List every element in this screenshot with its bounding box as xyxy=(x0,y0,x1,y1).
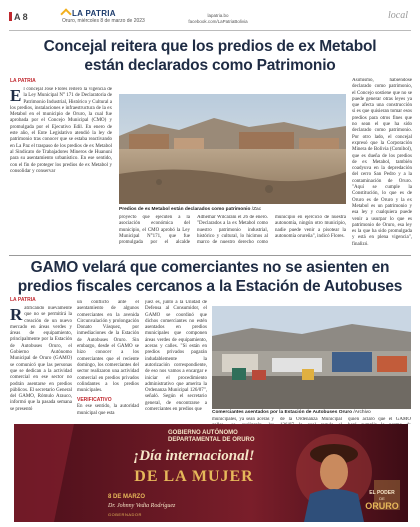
article2-dropcap: R xyxy=(10,306,23,324)
article1-dropcap: E xyxy=(10,87,22,105)
article2-col4c: quien aclaró que el GAMO xyxy=(348,417,411,422)
article2-col4-spacer xyxy=(212,300,411,306)
article2-caption-credit: /Archivo xyxy=(353,410,371,415)
article1-headline xyxy=(10,37,410,75)
article2-col4b: de la Ordenanza Municipal xyxy=(280,417,342,422)
section-name: local xyxy=(388,10,408,21)
ad-logo xyxy=(358,490,406,511)
article2-col1 xyxy=(10,306,72,418)
article2-col3: juez es, junto a la Unidad de Defensa al Consumidor, el GAMO se coordinó que dichos comerciantes no estén asentados en predios municipales que componen áreas verdes de equipamiento, aceras y calles. "Si están en predios privados pagarán indudablemente la autorización correspondiente, de eso nos vamos a encargar e iniciar el procedimiento administrativo que amerita la Ordenanza Municipal 126/07", señaló. Según el secretario general, de encontrarse a comerciantes en predios que xyxy=(145,300,207,413)
ad-signature: Dr. Johnny Vedia Rodríguez xyxy=(108,503,176,509)
header-links xyxy=(188,13,248,25)
article2-col2b-text: En ese sentido, la autoridad municipal que esta xyxy=(77,404,139,416)
brand-logo: LA PATRIA xyxy=(62,9,116,18)
article2-source: LA PATRIA xyxy=(10,297,36,303)
header-social: facebook.com/LaPatriaBolivia xyxy=(188,19,248,24)
article1-headline-line1: Concejal reitera que los predios de ex Metabol xyxy=(43,38,377,55)
article2-photo xyxy=(212,306,411,409)
ad-headline: ¡Día internacional! xyxy=(133,448,255,464)
article1-col3: Asimismo, habiéndose declarado como patrimonio, el Concejo sostiene que no se puede generar otras leyes ya que afecta una construcción si es que quisieran tomar esos predios para otros fines que no sean el que ha sido declarado como patrimonio. Por otro lado, el concejal expresó que la Corporación Minera de Bolivia (Comibol), que es dueña de los predios de ex Metabol, también coadyuva en la depredación del cerro San Pedro y a la contaminación de Oruro. "Aquí se cumple la Constitución, lo que es de Oruro es de Oruro y la ex Metabol es un patrimonio y esa ley y cualquiera puede venir a usurpar lo que es patrimonio de Oruro, esa ley es la que ha sido promulgada y está en plena vigencia", finalizó. xyxy=(352,78,412,247)
article2-subhead: VERIFICATIVO xyxy=(77,397,112,404)
article2-headline xyxy=(10,258,410,296)
article2-caption-text: Comerciantes asentados por la Estación de Autobuses Oruro xyxy=(212,410,353,415)
ad-org-line2: DEPARTAMENTAL DE ORURO xyxy=(168,437,255,443)
ad-org-line1: GOBIERNO AUTÓNOMO xyxy=(168,430,238,436)
article1-col1-text: l concejal José Flores reiteró la vigencia de la Ley Municipal N° 171 de Declaratoria de Patrimonio Industrial, Histórico y Cultural a los predios, instalaciones e infraestructura de la ex Metabol en el municipio de Oruro, la cual fue aprobada por el Concejo Municipal (CMO) y promulgada por el Ejecutivo Edil. En enero de este año, el Ente Legislativo atendió la ley de patrimonio tras conocer que se estaba reactivando en La Paz el traspaso de los predios de ex Metabol al Sindicato de Trabajadores Mineros de Huanuni para su asentamiento urbanístico. En ese sentido, con el fin de proteger los predios de ex Metabol y consolidar y conservar xyxy=(10,87,112,174)
article-separator xyxy=(9,255,411,256)
article2-col2-text: un conflicto ante el asentamiento de algunos comerciantes en la avenida Circunvalación y prolongación Donato Vásquez, por inmediaciones de la Estación de Autobuses Oruro. Sin embargo, desde el GAMO se hizo conocer a los comerciantes que el reciente domingo, los comerciantes del sector realizaron una actividad comercial en predios privados colindantes a los predios municipales. xyxy=(77,300,139,394)
advertisement-banner xyxy=(14,424,408,522)
article1-source: LA PATRIA xyxy=(10,78,36,84)
page-marker xyxy=(9,12,12,21)
article2-headline-line1: GAMO velará que comerciantes no se asienten en xyxy=(30,259,390,276)
article2-col4a: municipales, ya sean aceras y xyxy=(212,417,274,422)
ad-logo-line2: DE xyxy=(379,496,385,501)
ad-signature-title: GOBERNADOR xyxy=(108,512,142,517)
article1-col1 xyxy=(10,87,112,250)
page-number: A 8 xyxy=(14,12,28,22)
issue-date: Oruro, miércoles 8 de marzo de 2023 xyxy=(62,18,145,24)
article1-photo-caption xyxy=(119,207,346,212)
ad-logo-line1: EL PODER xyxy=(369,490,395,496)
article2-photo-caption xyxy=(212,410,411,415)
article1-caption-text: Predios de ex Metabol están declarados como patrimonio xyxy=(119,207,251,212)
article2-col1-text: atificando nuevamente que no se permitirá la creación de un nuevo mercado en áreas verdes y áreas de equipamiento, principalmente por la Estación de Autobuses Oruro, el Gobierno Autónomo Municipal de Oruro (GAMO) se comunicó que las personas que se dedican a la actividad comercial en ese sector no podrán asentarse en predios públicos. El secretario General del GAMO, Rómulo Arauco, informó que la pasada semana se presentó xyxy=(10,306,72,412)
article2-col2 xyxy=(77,300,139,418)
ad-date: 8 DE MARZO xyxy=(108,494,146,500)
article1-photo xyxy=(119,94,346,204)
page-header xyxy=(0,0,420,34)
ad-org xyxy=(168,430,255,444)
ad-logo-line3: ORURO xyxy=(365,501,399,511)
header-rule xyxy=(9,30,411,31)
article1-headline-line2: están declarados como Patrimonio xyxy=(84,57,336,74)
header-site: lapatria.bo xyxy=(207,13,229,18)
article1-caption-credit: /Zac xyxy=(251,207,262,212)
article2-headline-line2: predios fiscales cercanos a la Estación de Autobuses xyxy=(17,278,403,295)
article1-col2: proyecto que ejecuten a la asociación económica del municipio, el CMO aprobó la Ley Municipal N°171, que fue promulgada por el alcalde Adhemar Wilcarani el 26 de enero. "Declarados a la ex Metabol como nuestro patrimonio industrial, histórico y cultural, lo hicimos al marco de nuestro derecho como municipio en ejercicio de nuestra autonomía, ningún otro municipio, nadie puede venir a pisotear la autonomía orureña", indicó Flores. xyxy=(119,215,346,246)
ad-subheadline: DE LA MUJER xyxy=(134,468,254,485)
